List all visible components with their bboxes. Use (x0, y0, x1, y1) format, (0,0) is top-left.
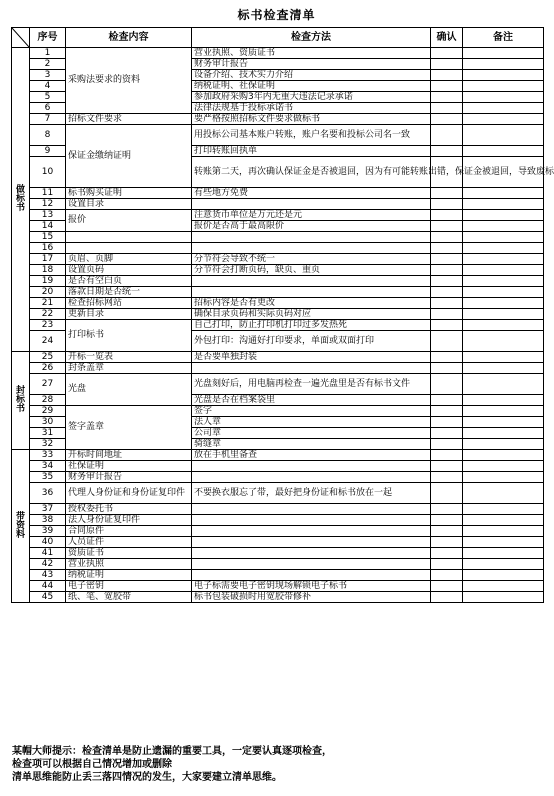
remark-cell[interactable] (463, 232, 544, 243)
remark-cell[interactable] (463, 406, 544, 417)
remark-cell[interactable] (463, 374, 544, 395)
check-content: 是否有空白页 (66, 276, 192, 287)
confirm-cell[interactable] (431, 483, 463, 504)
item-number: 2 (30, 59, 66, 70)
item-number: 28 (30, 395, 66, 406)
item-number: 38 (30, 515, 66, 526)
item-number: 6 (30, 103, 66, 114)
remark-cell[interactable] (463, 199, 544, 210)
check-content: 开标一览表 (66, 352, 192, 363)
item-number: 23 (30, 320, 66, 331)
item-number: 42 (30, 559, 66, 570)
check-content: 授权委托书 (66, 504, 192, 515)
section-label: 带 资 料 (12, 450, 30, 603)
checklist-row (12, 48, 544, 59)
checklist-row (12, 188, 544, 199)
confirm-cell[interactable] (431, 472, 463, 483)
confirm-cell[interactable] (431, 363, 463, 374)
item-number: 7 (30, 114, 66, 125)
check-method (192, 526, 431, 537)
check-content: 落款日期是否统一 (66, 287, 192, 298)
item-number: 41 (30, 548, 66, 559)
item-number: 39 (30, 526, 66, 537)
check-method: 法人章 (192, 417, 431, 428)
checklist-row (12, 243, 544, 254)
item-number: 26 (30, 363, 66, 374)
header-confirm: 确认 (431, 28, 463, 48)
remark-cell[interactable] (463, 581, 544, 592)
remark-cell[interactable] (463, 92, 544, 103)
check-method (192, 504, 431, 515)
confirm-cell[interactable] (431, 461, 463, 472)
remark-cell[interactable] (463, 352, 544, 363)
check-method: 骑缝章 (192, 439, 431, 450)
remark-cell[interactable] (463, 70, 544, 81)
check-method: 光盘刻好后，用电脑再检查一遍光盘里是否有标书文件 (192, 374, 431, 395)
check-method: 不要换衣服忘了带，最好把身份证和标书放在一起 (192, 483, 431, 504)
item-number: 14 (30, 221, 66, 232)
item-number: 25 (30, 352, 66, 363)
item-number: 27 (30, 374, 66, 395)
remark-cell[interactable] (463, 243, 544, 254)
header-no: 序号 (30, 28, 66, 48)
footer-line: 某帽大师提示：检查清单是防止遗漏的重要工具，一定要认真逐项检查， (12, 746, 332, 757)
remark-cell[interactable] (463, 515, 544, 526)
item-number: 37 (30, 504, 66, 515)
checklist-row (12, 526, 544, 537)
header-method: 检查方法 (192, 28, 431, 48)
item-number: 40 (30, 537, 66, 548)
checklist-row (12, 570, 544, 581)
checklist-row (12, 592, 544, 603)
confirm-cell[interactable] (431, 559, 463, 570)
remark-cell[interactable] (463, 483, 544, 504)
check-method: 分节符会打断页码，缺页、重页 (192, 265, 431, 276)
check-method: 光盘是否在档案袋里 (192, 395, 431, 406)
check-content: 合同原件 (66, 526, 192, 537)
item-number: 13 (30, 210, 66, 221)
item-number: 24 (30, 331, 66, 352)
item-number: 8 (30, 125, 66, 146)
check-content: 光盘 (66, 374, 192, 406)
item-number: 19 (30, 276, 66, 287)
check-method (192, 287, 431, 298)
confirm-cell[interactable] (431, 298, 463, 309)
item-number: 32 (30, 439, 66, 450)
item-number: 45 (30, 592, 66, 603)
check-method: 纳税证明、社保证明 (192, 81, 431, 92)
checklist-row (12, 320, 544, 331)
document-title: 标书检查清单 (237, 8, 316, 22)
check-method: 有些地方免费 (192, 188, 431, 199)
confirm-cell[interactable] (431, 232, 463, 243)
check-method: 营业执照、资质证书 (192, 48, 431, 59)
checklist-row (12, 309, 544, 320)
remark-cell[interactable] (463, 298, 544, 309)
remark-cell[interactable] (463, 570, 544, 581)
check-method (192, 232, 431, 243)
item-number: 30 (30, 417, 66, 428)
confirm-cell[interactable] (431, 70, 463, 81)
confirm-cell[interactable] (431, 504, 463, 515)
section-label: 封 标 书 (12, 352, 30, 450)
remark-cell[interactable] (463, 559, 544, 570)
confirm-cell[interactable] (431, 48, 463, 59)
check-method: 要严格按照招标文件要求做标书 (192, 114, 431, 125)
item-number: 3 (30, 70, 66, 81)
item-number: 36 (30, 483, 66, 504)
remark-cell[interactable] (463, 472, 544, 483)
remark-cell[interactable] (463, 210, 544, 221)
header-content: 检查内容 (66, 28, 192, 48)
checklist-row (12, 559, 544, 570)
item-number: 34 (30, 461, 66, 472)
confirm-cell[interactable] (431, 331, 463, 352)
check-content: 人员证件 (66, 537, 192, 548)
check-content (66, 243, 192, 254)
confirm-cell[interactable] (431, 287, 463, 298)
check-method: 标书包装破损时用宽胶带修补 (192, 592, 431, 603)
confirm-cell[interactable] (431, 439, 463, 450)
confirm-cell[interactable] (431, 114, 463, 125)
checklist-row (12, 298, 544, 309)
remark-cell[interactable] (463, 450, 544, 461)
check-method (192, 461, 431, 472)
confirm-cell[interactable] (431, 103, 463, 114)
remark-cell[interactable] (463, 537, 544, 548)
check-method (192, 570, 431, 581)
checklist-row (12, 472, 544, 483)
remark-cell[interactable] (463, 417, 544, 428)
confirm-cell[interactable] (431, 243, 463, 254)
confirm-cell[interactable] (431, 395, 463, 406)
confirm-cell[interactable] (431, 309, 463, 320)
check-method: 确保目录页码和实际页码对应 (192, 309, 431, 320)
confirm-cell[interactable] (431, 254, 463, 265)
confirm-cell[interactable] (431, 276, 463, 287)
check-method: 报价是否高于最高限价 (192, 221, 431, 232)
confirm-cell[interactable] (431, 125, 463, 146)
confirm-cell[interactable] (431, 537, 463, 548)
confirm-cell[interactable] (431, 352, 463, 363)
item-number: 5 (30, 92, 66, 103)
confirm-cell[interactable] (431, 188, 463, 199)
check-content (66, 232, 192, 243)
remark-cell[interactable] (463, 320, 544, 331)
check-content: 封条盖章 (66, 363, 192, 374)
remark-cell[interactable] (463, 254, 544, 265)
checklist-row (12, 363, 544, 374)
checklist-row (12, 232, 544, 243)
check-method (192, 199, 431, 210)
remark-cell[interactable] (463, 548, 544, 559)
confirm-cell[interactable] (431, 221, 463, 232)
confirm-cell[interactable] (431, 320, 463, 331)
confirm-cell[interactable] (431, 548, 463, 559)
check-method: 放在手机里备查 (192, 450, 431, 461)
checklist-row (12, 125, 544, 146)
check-content: 开标时间地址 (66, 450, 192, 461)
confirm-cell[interactable] (431, 428, 463, 439)
check-method: 招标内容是否有更改 (192, 298, 431, 309)
item-number: 16 (30, 243, 66, 254)
check-method: 自己打印，防止打印机打印过多发热死 (192, 320, 431, 331)
item-number: 12 (30, 199, 66, 210)
remark-cell[interactable] (463, 331, 544, 352)
checklist-row (12, 504, 544, 515)
check-method: 公司章 (192, 428, 431, 439)
remark-cell[interactable] (463, 103, 544, 114)
section-label: 做 标 书 (12, 48, 30, 352)
remark-cell[interactable] (463, 59, 544, 70)
remark-cell[interactable] (463, 146, 544, 157)
check-content: 签字盖章 (66, 406, 192, 450)
check-method (192, 363, 431, 374)
footer-line: 检查项可以根据自己情况增加或删除 (12, 759, 172, 770)
check-content: 设置目录 (66, 199, 192, 210)
checklist-row (12, 254, 544, 265)
check-method: 外包打印：沟通好打印要求，单面或双面打印 (192, 331, 431, 352)
item-number: 15 (30, 232, 66, 243)
check-method (192, 559, 431, 570)
confirm-cell[interactable] (431, 592, 463, 603)
footer-line: 清单思维能防止丢三落四情况的发生，大家要建立清单思维。 (12, 772, 282, 783)
confirm-cell[interactable] (431, 450, 463, 461)
checklist-row (12, 287, 544, 298)
header-row (12, 28, 544, 48)
remark-cell[interactable] (463, 504, 544, 515)
check-content: 更新目录 (66, 309, 192, 320)
remark-cell[interactable] (463, 363, 544, 374)
confirm-cell[interactable] (431, 417, 463, 428)
checklist-row (12, 265, 544, 276)
remark-cell[interactable] (463, 287, 544, 298)
remark-cell[interactable] (463, 48, 544, 59)
check-method (192, 243, 431, 254)
confirm-cell[interactable] (431, 199, 463, 210)
item-number: 33 (30, 450, 66, 461)
checklist-row (12, 450, 544, 461)
check-method: 财务审计报告 (192, 59, 431, 70)
item-number: 17 (30, 254, 66, 265)
check-method (192, 548, 431, 559)
checklist-row (12, 114, 544, 125)
confirm-cell[interactable] (431, 265, 463, 276)
checklist-row (12, 537, 544, 548)
confirm-cell[interactable] (431, 146, 463, 157)
checklist-row (12, 548, 544, 559)
check-method: 电子标需要电子密钥现场解锁电子标书 (192, 581, 431, 592)
remark-cell[interactable] (463, 221, 544, 232)
remark-cell[interactable] (463, 81, 544, 92)
remark-cell[interactable] (463, 188, 544, 199)
check-content: 财务审计报告 (66, 472, 192, 483)
remark-cell[interactable] (463, 265, 544, 276)
check-method: 打印转账回执单 (192, 146, 431, 157)
item-number: 35 (30, 472, 66, 483)
check-content: 报价 (66, 210, 192, 232)
check-content: 保证金缴纳证明 (66, 125, 192, 188)
check-content: 页眉、页脚 (66, 254, 192, 265)
check-content: 检查招标网站 (66, 298, 192, 309)
check-content: 纸、笔、宽胶带 (66, 592, 192, 603)
item-number: 18 (30, 265, 66, 276)
check-content: 电子密钥 (66, 581, 192, 592)
checklist-row (12, 210, 544, 221)
checklist-row (12, 199, 544, 210)
checklist-row (12, 406, 544, 417)
confirm-cell[interactable] (431, 81, 463, 92)
check-method: 用投标公司基本账户转账，账户名要和投标公司名一致 (192, 125, 431, 146)
check-method: 分节符会导致不统一 (192, 254, 431, 265)
check-content: 社保证明 (66, 461, 192, 472)
check-method: 转账第二天，再次确认保证金是否被退回，因为有可能转账出错，保证金被退回，导致废标 (192, 157, 431, 188)
confirm-cell[interactable] (431, 515, 463, 526)
checklist-row (12, 515, 544, 526)
check-method: 设备介绍、技术实力介绍 (192, 70, 431, 81)
check-content: 营业执照 (66, 559, 192, 570)
item-number: 22 (30, 309, 66, 320)
checklist-row (12, 581, 544, 592)
remark-cell[interactable] (463, 461, 544, 472)
check-content: 招标文件要求 (66, 114, 192, 125)
check-content: 法人身份证复印件 (66, 515, 192, 526)
confirm-cell[interactable] (431, 374, 463, 395)
remark-cell[interactable] (463, 114, 544, 125)
footer-notes (12, 745, 547, 784)
confirm-cell[interactable] (431, 581, 463, 592)
item-number: 44 (30, 581, 66, 592)
check-content: 打印标书 (66, 320, 192, 352)
check-content: 纳税证明 (66, 570, 192, 581)
item-number: 20 (30, 287, 66, 298)
check-method (192, 515, 431, 526)
confirm-cell[interactable] (431, 92, 463, 103)
confirm-cell[interactable] (431, 210, 463, 221)
checklist-table (11, 27, 554, 603)
check-content: 标书购买证明 (66, 188, 192, 199)
remark-cell[interactable] (463, 592, 544, 603)
diagonal-line (12, 28, 29, 47)
item-number: 21 (30, 298, 66, 309)
remark-cell[interactable] (463, 439, 544, 450)
check-method (192, 276, 431, 287)
confirm-cell[interactable] (431, 570, 463, 581)
header-corner-cell (12, 28, 30, 48)
item-number: 10 (30, 157, 66, 188)
check-method: 参加政府采购3年内无重大违法记录承诺 (192, 92, 431, 103)
confirm-cell[interactable] (431, 406, 463, 417)
check-method: 签字 (192, 406, 431, 417)
check-method: 法律法规基于投标承诺书 (192, 103, 431, 114)
checklist-row (12, 276, 544, 287)
remark-cell[interactable] (463, 428, 544, 439)
item-number: 29 (30, 406, 66, 417)
remark-cell[interactable] (463, 125, 544, 146)
check-method: 是否要单独封装 (192, 352, 431, 363)
remark-cell[interactable] (463, 526, 544, 537)
remark-cell[interactable] (463, 309, 544, 320)
check-method (192, 537, 431, 548)
remark-cell[interactable] (463, 276, 544, 287)
item-number: 1 (30, 48, 66, 59)
check-content: 资质证书 (66, 548, 192, 559)
check-content: 代理人身份证和身份证复印件 (66, 483, 192, 504)
checklist-row (12, 483, 544, 504)
check-method (192, 472, 431, 483)
remark-cell[interactable] (463, 395, 544, 406)
checklist-row (12, 374, 544, 395)
confirm-cell[interactable] (431, 59, 463, 70)
checklist-row (12, 352, 544, 363)
item-number: 9 (30, 146, 66, 157)
header-remark: 备注 (463, 28, 544, 48)
item-number: 43 (30, 570, 66, 581)
confirm-cell[interactable] (431, 526, 463, 537)
check-content: 采购法要求的资料 (66, 48, 192, 114)
item-number: 4 (30, 81, 66, 92)
item-number: 11 (30, 188, 66, 199)
checklist-row (12, 461, 544, 472)
check-content: 设置页码 (66, 265, 192, 276)
check-method: 注意货币单位是万元还是元 (192, 210, 431, 221)
item-number: 31 (30, 428, 66, 439)
